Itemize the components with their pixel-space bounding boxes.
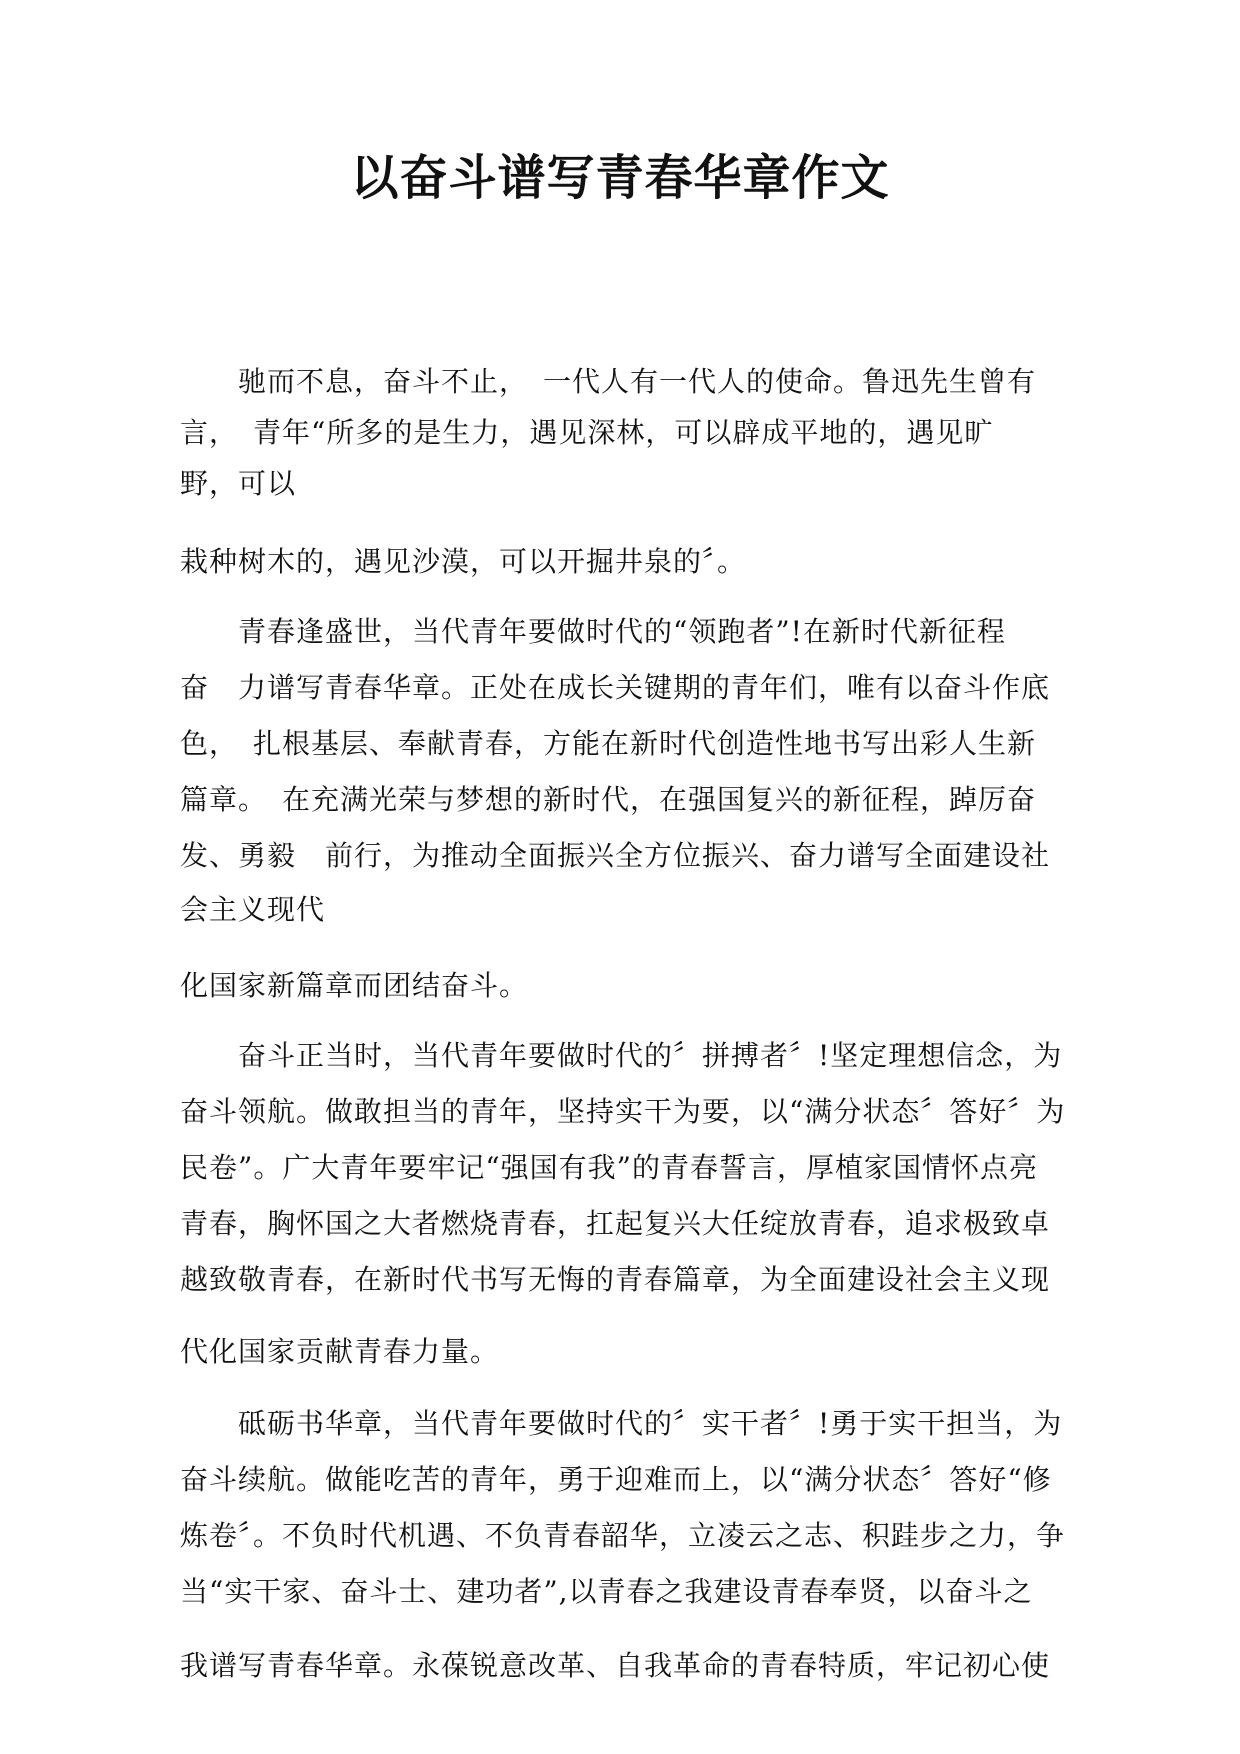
- body-line: 我谱写青春华章。永葆锐意改革、自我革命的青春特质，牢记初心使: [180, 1649, 1051, 1682]
- document-title: 以奋斗谱写青春华章作文: [350, 150, 890, 206]
- body-line: 野，可以: [180, 467, 297, 500]
- body-line: 奋 力谱写青春华章。正处在成长关键期的青年们，唯有以奋斗作底: [180, 671, 1051, 704]
- body-line: 越致敬青春，在新时代书写无悔的青春篇章，为全面建设社会主义现: [180, 1263, 1051, 1296]
- body-line: 奋斗续航。做能吃苦的青年，勇于迎难而上，以“满分状态〞答好“修: [180, 1463, 1052, 1496]
- body-line: 化国家新篇章而团结奋斗。: [180, 969, 529, 1002]
- body-line: 青春逢盛世，当代青年要做时代的“领跑者”!在新时代新征程: [180, 615, 1006, 648]
- body-line: 代化国家贡献青春力量。: [180, 1335, 500, 1368]
- body-line: 栽种树木的，遇见沙漠，可以开掘井泉的〞。: [180, 545, 747, 578]
- body-line: 青春，胸怀国之大者燃烧青春，扛起复兴大任绽放青春，追求极致卓: [180, 1207, 1051, 1240]
- body-line: 驰而不息，奋斗不止， 一代人有一代人的使命。鲁迅先生曾有: [180, 365, 1037, 398]
- body-line: 砥砺书华章，当代青年要做时代的〞实干者〞!勇于实干担当，为: [180, 1407, 1063, 1440]
- body-line: 会主义现代: [180, 893, 326, 926]
- body-line: 发、勇毅 前行，为推动全面振兴全方位振兴、奋力谱写全面建设社: [180, 839, 1051, 872]
- body-line: 色， 扎根基层、奉献青春，方能在新时代创造性地书写出彩人生新: [180, 727, 1037, 760]
- body-line: 言， 青年“所多的是生力，遇见深林，可以辟成平地的，遇见旷: [180, 416, 994, 449]
- body-line: 当“实干家、奋斗士、建功者”,以青春之我建设青春奉贤，以奋斗之: [180, 1575, 1033, 1608]
- body-line: 炼卷〞。不负时代机遇、不负青春韶华，立凌云之志、积跬步之力，争: [180, 1519, 1066, 1552]
- body-line: 奋斗领航。做敢担当的青年，坚持实干为要，以“满分状态〞答好〞为: [180, 1095, 1066, 1128]
- body-line: 民卷”。广大青年要牢记“强国有我”的青春誓言，厚植家国情怀点亮: [180, 1151, 1038, 1184]
- body-line: 奋斗正当时，当代青年要做时代的〞拼搏者〞!坚定理想信念，为: [180, 1039, 1063, 1072]
- body-line: 篇章。 在充满光荣与梦想的新时代，在强国复兴的新征程，踔厉奋: [180, 783, 1037, 816]
